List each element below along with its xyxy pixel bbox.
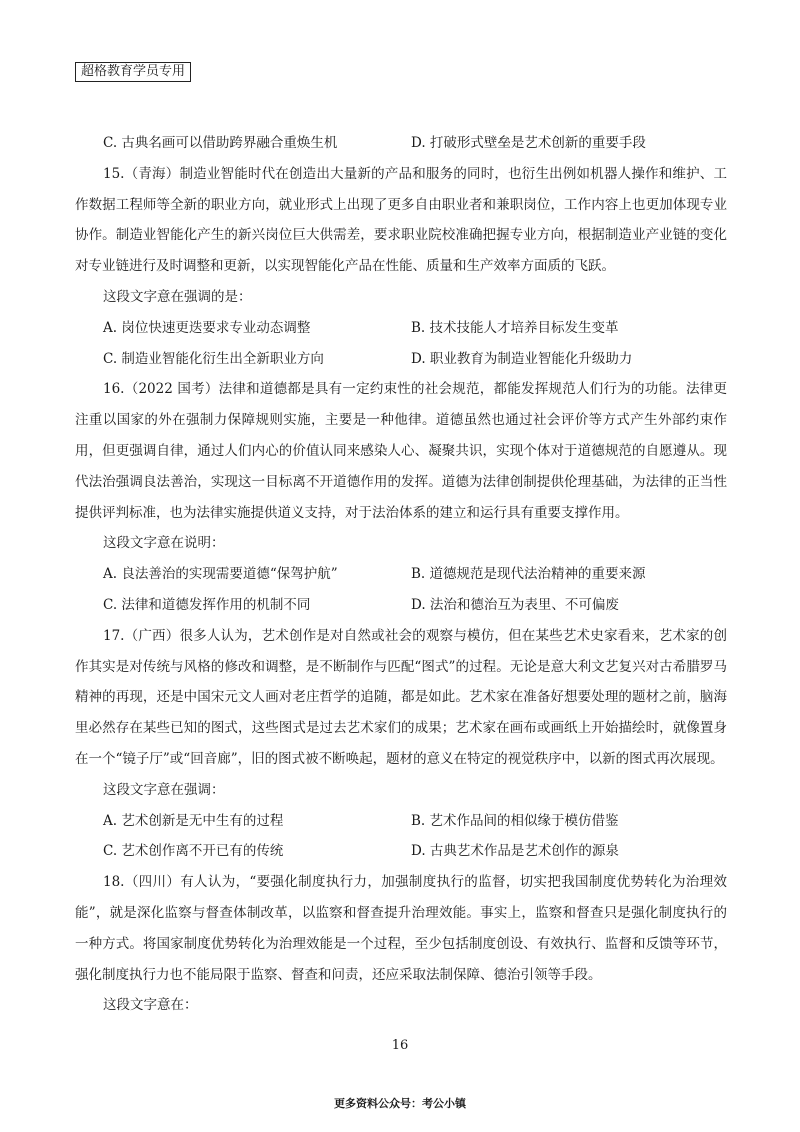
q16-option-a: A. 良法善治的实现需要道德“保驾护航” <box>103 566 338 583</box>
q18-text: 18.（四川）有人认为，“要强化制度执行力，加强制度执行的监督，切实把我国制度优势转化为治理效能”，就是深化监察与督查体制改革，以监察和督查提升治理效能。事实上，监察和督查只是强化制度执行的一种方式。将国家制度优势转化为治理效能是一个过程，至少包括制度创设、有效执行、监督和反馈等环节，强化制度执行力也不能局限于监察、督查和问责，还应采取法制保障、德治引领等手段。 <box>75 874 727 983</box>
q16-option-d: D. 法治和德治互为表里、不可偏废 <box>411 596 619 613</box>
page-number: 16 <box>391 1038 409 1053</box>
q15-option-b: B. 技术技能人才培养目标发生变革 <box>411 319 619 336</box>
q17-options-row-1 <box>75 806 727 837</box>
q15-option-d: D. 职业教育为制造业智能化升级助力 <box>411 350 633 367</box>
q14-options <box>75 128 727 159</box>
q15-text: 15.（青海）制造业智能时代在创造出大量新的产品和服务的同时，也衍生出例如机器人操作和维护、工作数据工程师等全新的职业方向，就业形式上出现了更多自由职业者和兼职岗位，工作内容上也更加体现专业协作。制造业智能化产生的新兴岗位巨大供需差，要求职业院校准确把握专业方向，根据制造业产业链的变化对专业链进行及时调整和更新，以实现智能化产品在性能、质量和生产效率方面质的飞跃。 <box>75 165 727 275</box>
q15-options-row-2 <box>75 344 727 375</box>
q17-text: 17.（广西）很多人认为，艺术创作是对自然或社会的观察与模仿，但在某些艺术史家看来，艺术家的创作其实是对传统与风格的修改和调整，是不断制作与匹配“图式”的过程。无论是意大利文艺复兴对古希腊罗马精神的再现，还是中国宋元文人画对老庄哲学的追随，都是如此。艺术家在准备好想要处理的题材之前，脑海里必然存在某些已知的图式，这些图式是过去艺术家们的成果；艺术家在画布或画纸上开始描绘时，就像置身在一个“镜子厅”或“回音廊”，旧的图式被不断唤起，题材的意义在特定的视觉秩序中，以新的图式再次展现。 <box>75 627 727 767</box>
q15-option-a: A. 岗位快速更迭要求专业动态调整 <box>103 319 311 336</box>
q16-text: 16.（2022 国考）法律和道德都是具有一定约束性的社会规范，都能发挥规范人们行为的功能。法律更注重以国家的外在强制力保障规则实施，主要是一种他律。道德虽然也通过社会评价等方式产生外部约束作用，但更强调自律，通过人们内心的价值认同来感染人心、凝聚共识，实现个体对于道德规范的自愿遵从。现代法治强调良法善治，实现这一目标离不开道德作用的发挥。道德为法律创制提供伦理基础，为法律的正当性提供评判标准，也为法律实施提供道义支持，对于法治体系的建立和运行具有重要支撑作用。 <box>75 381 727 521</box>
q16-option-c: C. 法律和道德发挥作用的机制不同 <box>103 596 311 613</box>
q17-option-b: B. 艺术作品间的相似缘于模仿借鉴 <box>411 812 619 829</box>
q17-option-c: C. 艺术创作离不开已有的传统 <box>103 843 284 860</box>
footer-note: 更多资料公众号：考公小镇 <box>334 1097 466 1110</box>
q14-option-d: D. 打破形式壁垒是艺术创新的重要手段 <box>411 135 646 151</box>
q17-option-d: D. 古典艺术作品是艺术创作的源泉 <box>411 843 619 860</box>
q16-prompt: 这段文字意在说明： <box>103 535 225 552</box>
q17-prompt: 这段文字意在强调： <box>103 781 225 798</box>
header-label: 超格教育学员专用 <box>75 62 191 82</box>
q16-options-row-2 <box>75 590 727 621</box>
q18-prompt: 这段文字意在： <box>103 997 198 1014</box>
question-content <box>75 128 727 1021</box>
q15-option-c: C. 制造业智能化衍生出全新职业方向 <box>103 350 324 367</box>
q15-options-row-1 <box>75 313 727 344</box>
q17-option-a: A. 艺术创新是无中生有的过程 <box>103 812 284 829</box>
q14-option-c: C. 古典名画可以借助跨界融合重焕生机 <box>103 135 338 151</box>
q15-prompt: 这段文字意在强调的是： <box>103 288 252 305</box>
q17-options-row-2 <box>75 836 727 867</box>
q16-option-b: B. 道德规范是现代法治精神的重要来源 <box>411 566 646 583</box>
q16-options-row-1 <box>75 559 727 590</box>
